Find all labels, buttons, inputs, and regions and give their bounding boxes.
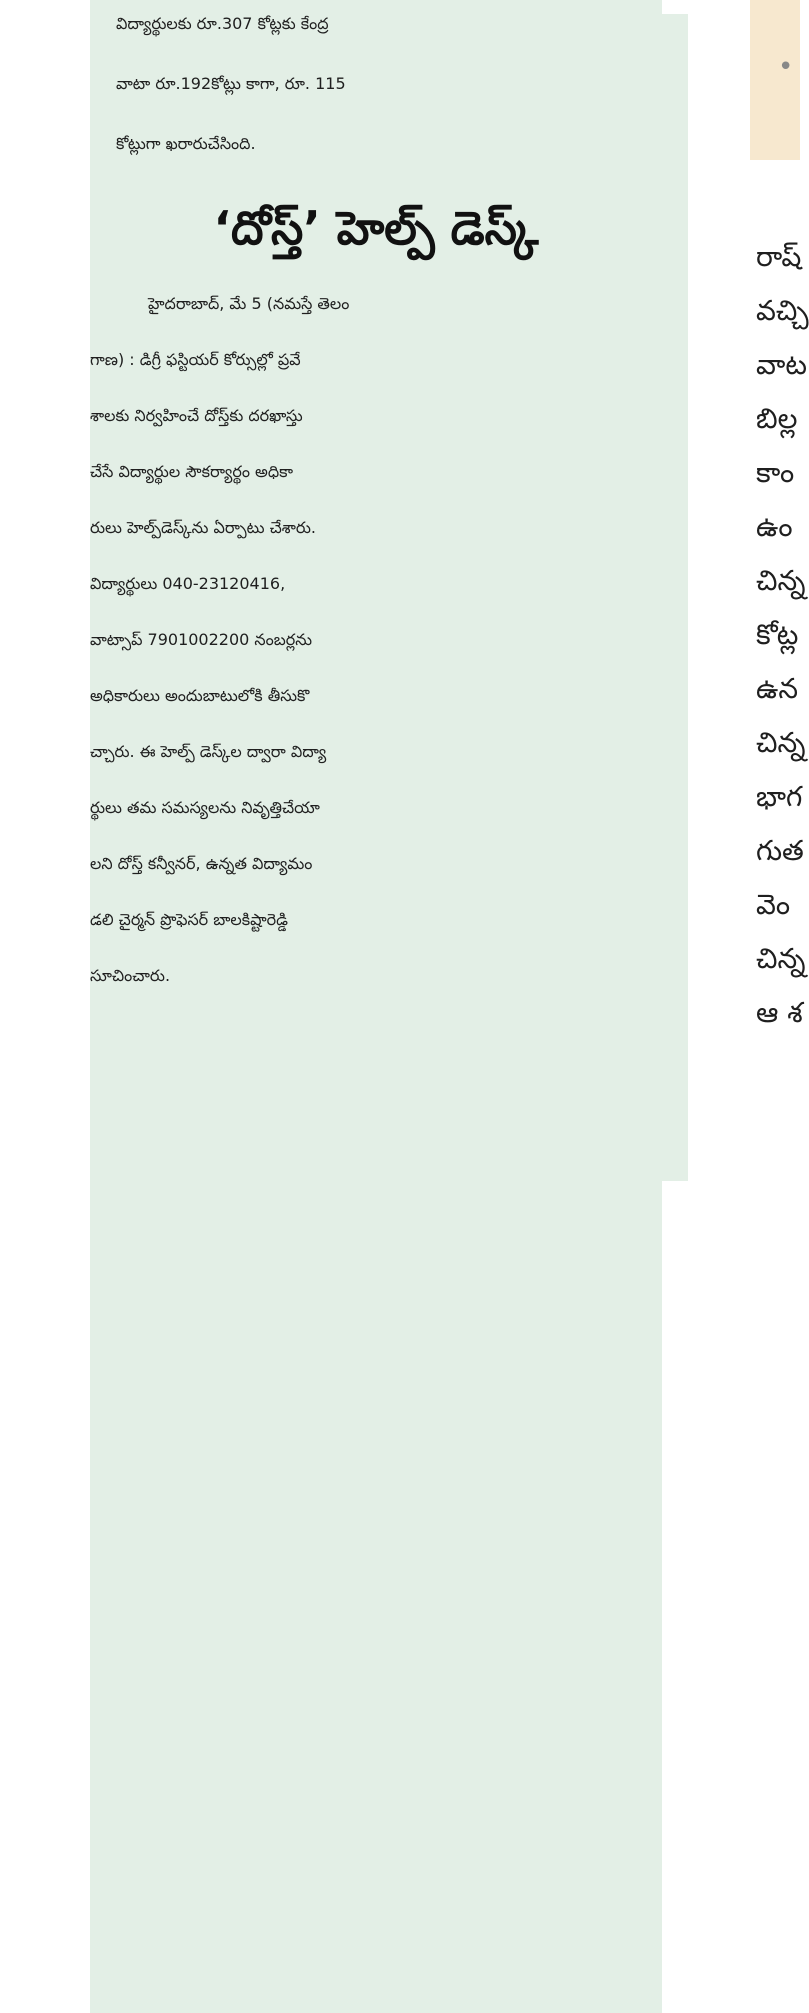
right-line-fragment: ఆ శ — [756, 996, 803, 1029]
body-line: శాలకు నిర్వహించే దోస్త్‌కు దరఖాస్తు — [90, 406, 662, 1453]
body-line: హైదరాబాద్‌, మే 5 (నమస్తే తెలం — [148, 294, 638, 1341]
intro-line: కోట్లుగా ఖరారుచేసింది. — [116, 134, 688, 1181]
right-line-fragment: రాష్ — [756, 240, 802, 273]
body-line: రులు హెల్ప్‌డెస్క్‌ను ఏర్పాటు చేశారు. — [90, 518, 662, 1565]
article-headline: ‘దోస్త్‌’ హెల్ప్‌ డెస్క్‌ — [213, 201, 539, 255]
body-line: అధికారులు అందుబాటులోకి తీసుకొ — [90, 686, 662, 1733]
body-line: చ్చారు. ఈ హెల్ప్‌ డెస్క్‌ల ద్వారా విద్యా — [90, 742, 662, 1789]
right-line-fragment: బిల్ల — [756, 402, 798, 435]
right-line-fragment: చిన్న — [756, 726, 806, 759]
right-line-fragment: చిన్న — [756, 564, 806, 597]
right-line-fragment: వాట — [756, 348, 807, 381]
right-line-fragment: ఉన — [756, 672, 799, 705]
intro-line: వాటా రూ.192కోట్లు కాగా, రూ. 115 — [116, 74, 688, 1121]
right-line-fragment: కాం — [756, 456, 795, 489]
body-line: వాట్సాప్‌ 7901002200 నంబర్లను — [90, 630, 662, 1677]
body-line: సూచించారు. — [90, 966, 662, 2013]
body-line: ర్థులు తమ సమస్యలను నివృత్తిచేయా — [90, 798, 662, 1845]
intro-line: విద్యార్థులకు రూ.307 కోట్లకు కేంద్ర — [116, 14, 688, 1061]
right-line-fragment: వచ్చి — [756, 294, 809, 327]
right-line-fragment: కోట్ల — [756, 618, 799, 651]
right-line-fragment: ఉం — [756, 510, 793, 543]
body-line: డలి చైర్మన్‌ ప్రొఫెసర్‌ బాలకిష్టారెడ్డి — [90, 910, 662, 1957]
right-line-fragment: గుత — [756, 834, 804, 867]
right-line-fragment: భాగ — [756, 780, 803, 813]
bullet-icon: • — [778, 52, 794, 82]
body-line: విద్యార్థులు 040-23120416, — [90, 574, 662, 1621]
body-line: గాణ) : డిగ్రీ ఫస్టియర్‌ కోర్సుల్లో ప్రవే — [90, 350, 662, 1397]
right-line-fragment: వెం — [756, 888, 791, 921]
body-line: లని దోస్త్‌ కన్వీనర్‌, ఉన్నత విద్యామం — [90, 854, 662, 1901]
body-line: చేసే విద్యార్థుల సౌకర్యార్థం అధికా — [90, 462, 662, 1509]
right-line-fragment: చిన్న — [756, 942, 806, 975]
